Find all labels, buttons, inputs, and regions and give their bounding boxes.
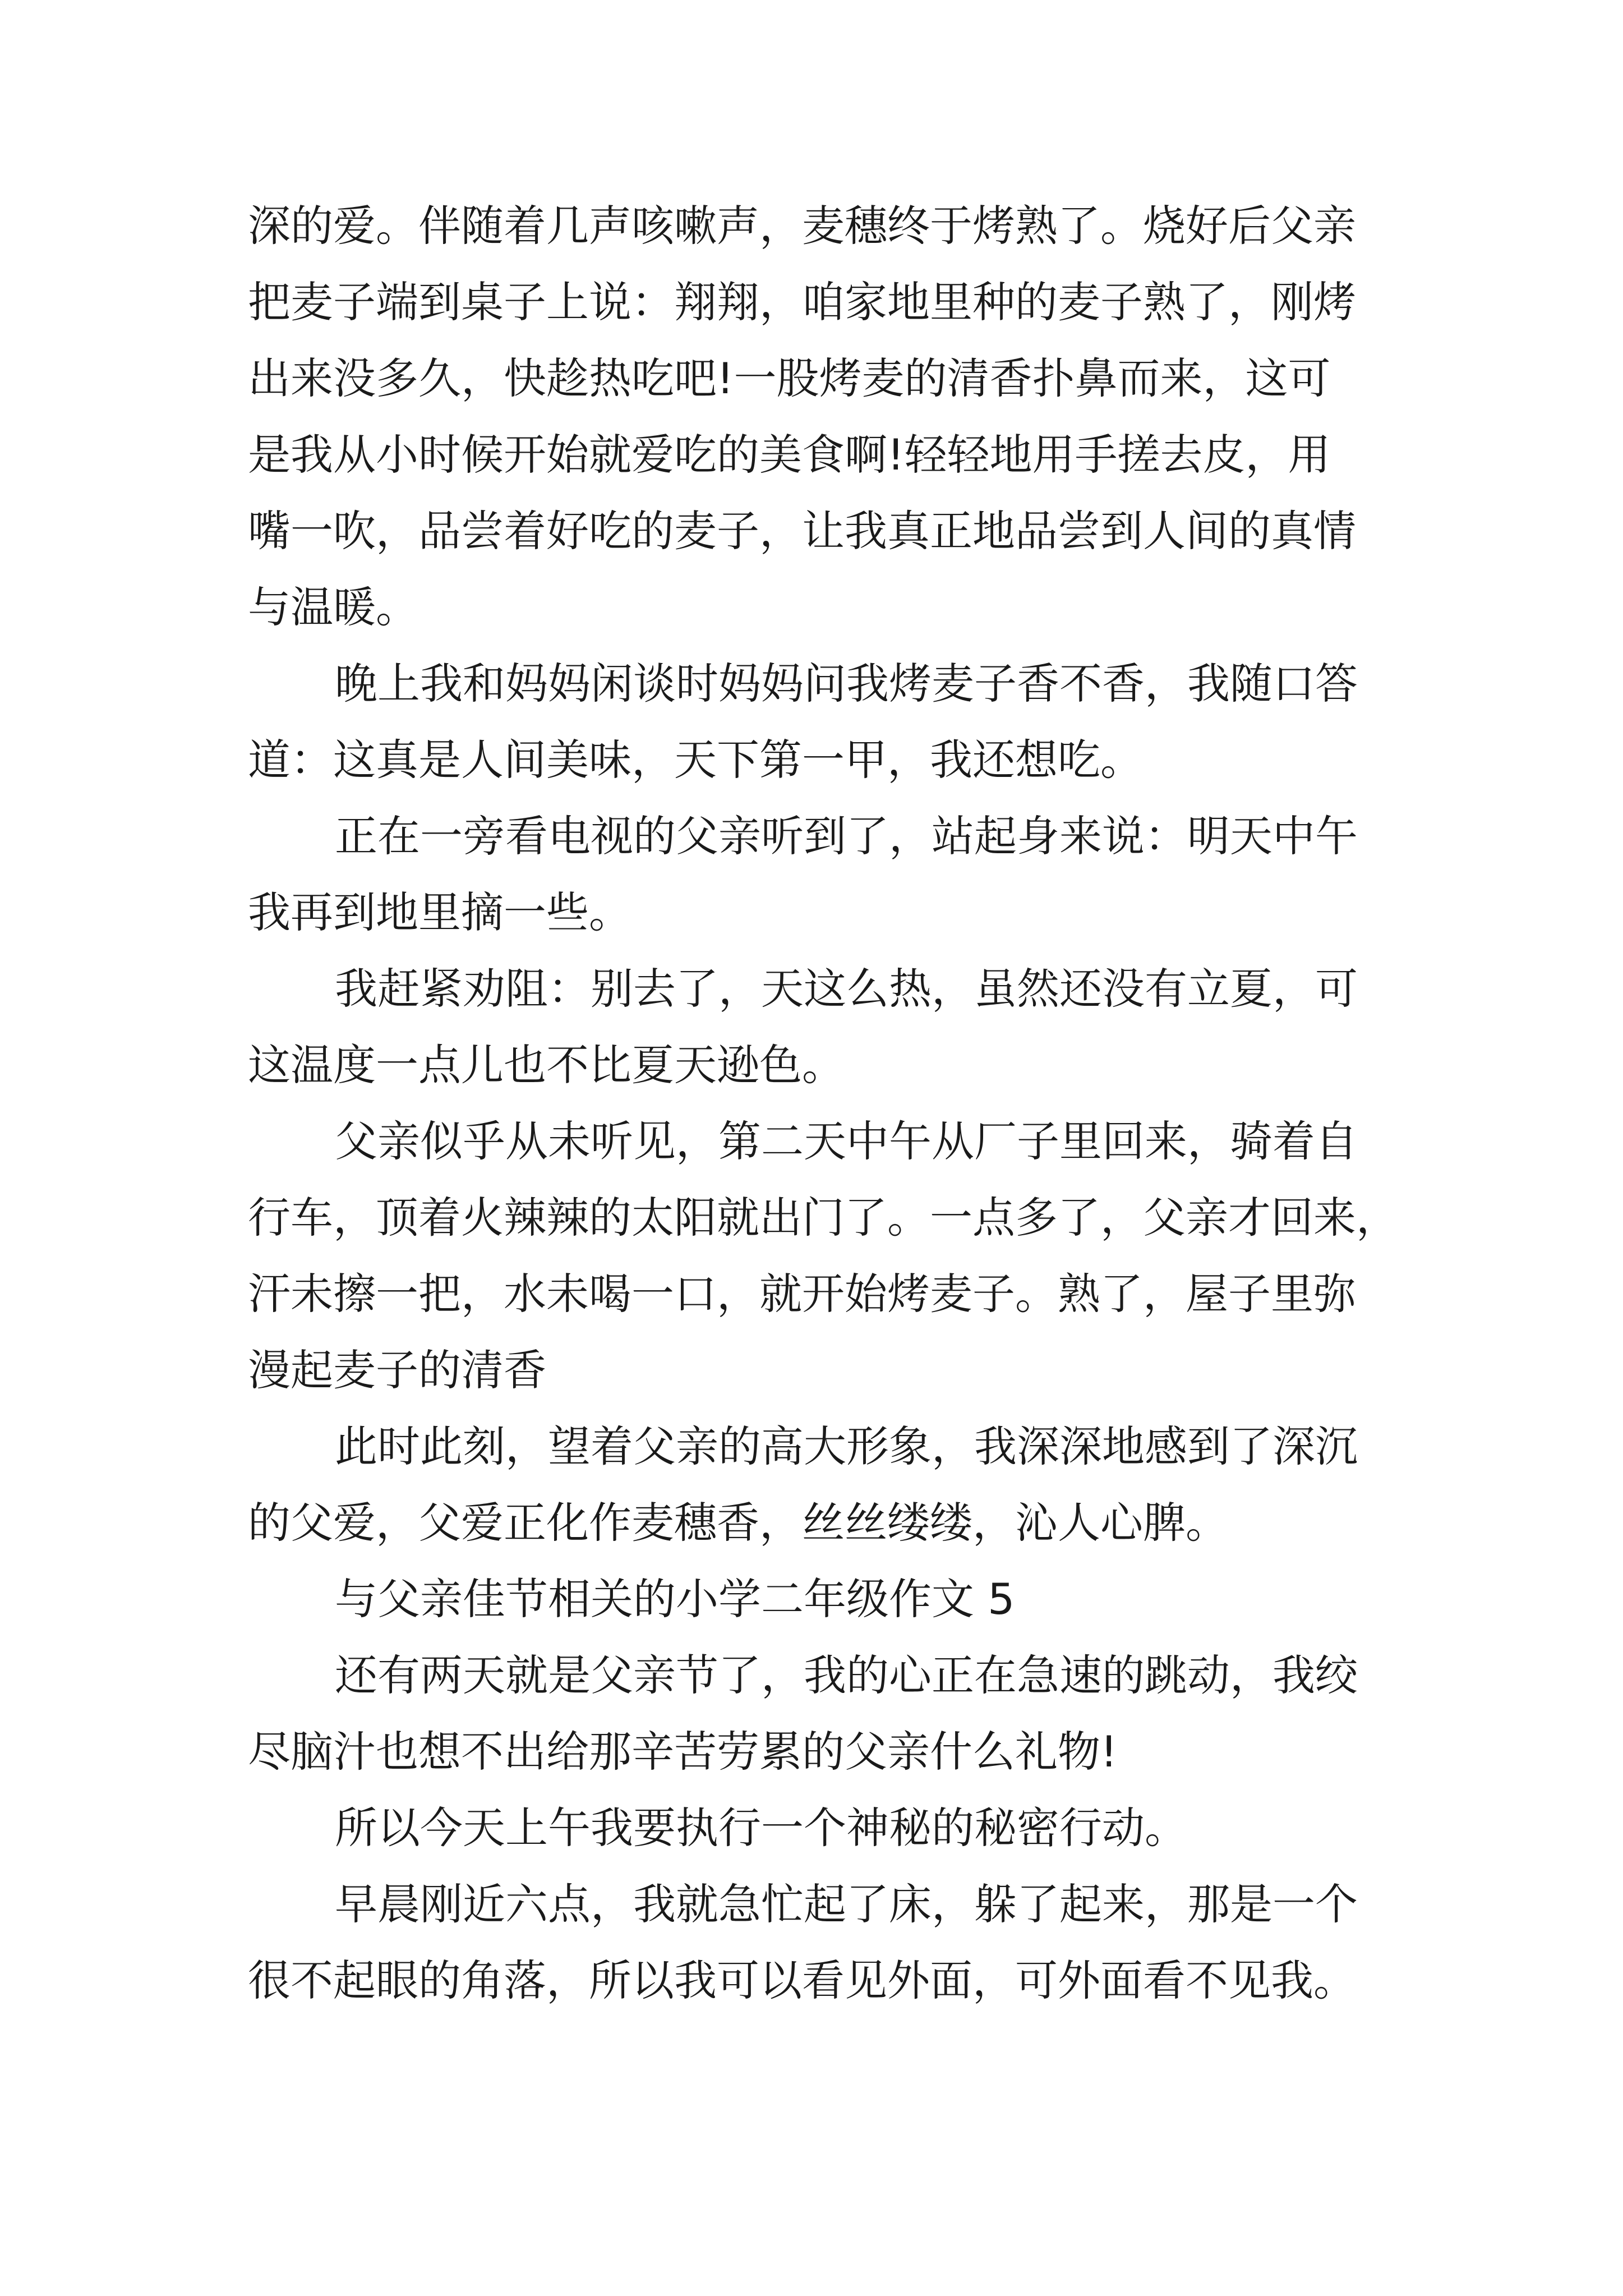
text-line: 道：这真是人间美味，天下第一甲，我还想吃。 <box>248 735 1143 785</box>
paragraph-start-line: 正在一旁看电视的父亲听到了，站起身来说：明天中午 <box>335 811 1358 861</box>
text-line: 是我从小时候开始就爱吃的美食啊!轻轻地用手搓去皮，用 <box>248 430 1331 480</box>
paragraph-start-line: 我赶紧劝阻：别去了，天这么热，虽然还没有立夏，可 <box>335 964 1358 1014</box>
paragraph-start-line: 还有两天就是父亲节了，我的心正在急速的跳动，我绞 <box>335 1650 1358 1700</box>
text-line: 深的爱。伴随着几声咳嗽声，麦穗终于烤熟了。烧好后父亲 <box>248 201 1356 251</box>
text-line: 与温暖。 <box>248 582 418 632</box>
paragraph-start-line: 父亲似乎从未听见，第二天中午从厂子里回来，骑着自 <box>335 1116 1358 1166</box>
text-line: 我再到地里摘一些。 <box>248 887 631 937</box>
paragraph-start-line: 所以今天上午我要执行一个神秘的秘密行动。 <box>335 1803 1187 1853</box>
text-line: 很不起眼的角落，所以我可以看见外面，可外面看不见我。 <box>248 1955 1356 2005</box>
paragraph-start-line: 此时此刻，望着父亲的高大形象，我深深地感到了深沉 <box>335 1421 1358 1471</box>
text-line: 把麦子端到桌子上说：翔翔，咱家地里种的麦子熟了，刚烤 <box>248 277 1356 327</box>
text-line: 嘴一吹，品尝着好吃的麦子，让我真正地品尝到人间的真情 <box>248 506 1356 556</box>
text-line: 尽脑汁也想不出给那辛苦劳累的父亲什么礼物! <box>248 1727 1118 1777</box>
text-line: 汗未擦一把，水未喝一口，就开始烤麦子。熟了，屋子里弥 <box>248 1269 1356 1319</box>
section-heading: 与父亲佳节相关的小学二年级作文 5 <box>335 1574 1015 1624</box>
text-line: 出来没多久，快趁热吃吧!一股烤麦的清香扑鼻而来，这可 <box>248 353 1331 403</box>
text-line: 这温度一点儿也不比夏天逊色。 <box>248 1040 845 1090</box>
text-line: 行车，顶着火辣辣的太阳就出门了。一点多了，父亲才回来， <box>248 1193 1399 1243</box>
text-line: 漫起麦子的清香 <box>248 1345 546 1395</box>
paragraph-start-line: 早晨刚近六点，我就急忙起了床，躲了起来，那是一个 <box>335 1879 1358 1929</box>
text-line: 的父爱，父爱正化作麦穗香，丝丝缕缕，沁人心脾。 <box>248 1498 1228 1548</box>
paragraph-start-line: 晚上我和妈妈闲谈时妈妈问我烤麦子香不香，我随口答 <box>335 659 1358 708</box>
